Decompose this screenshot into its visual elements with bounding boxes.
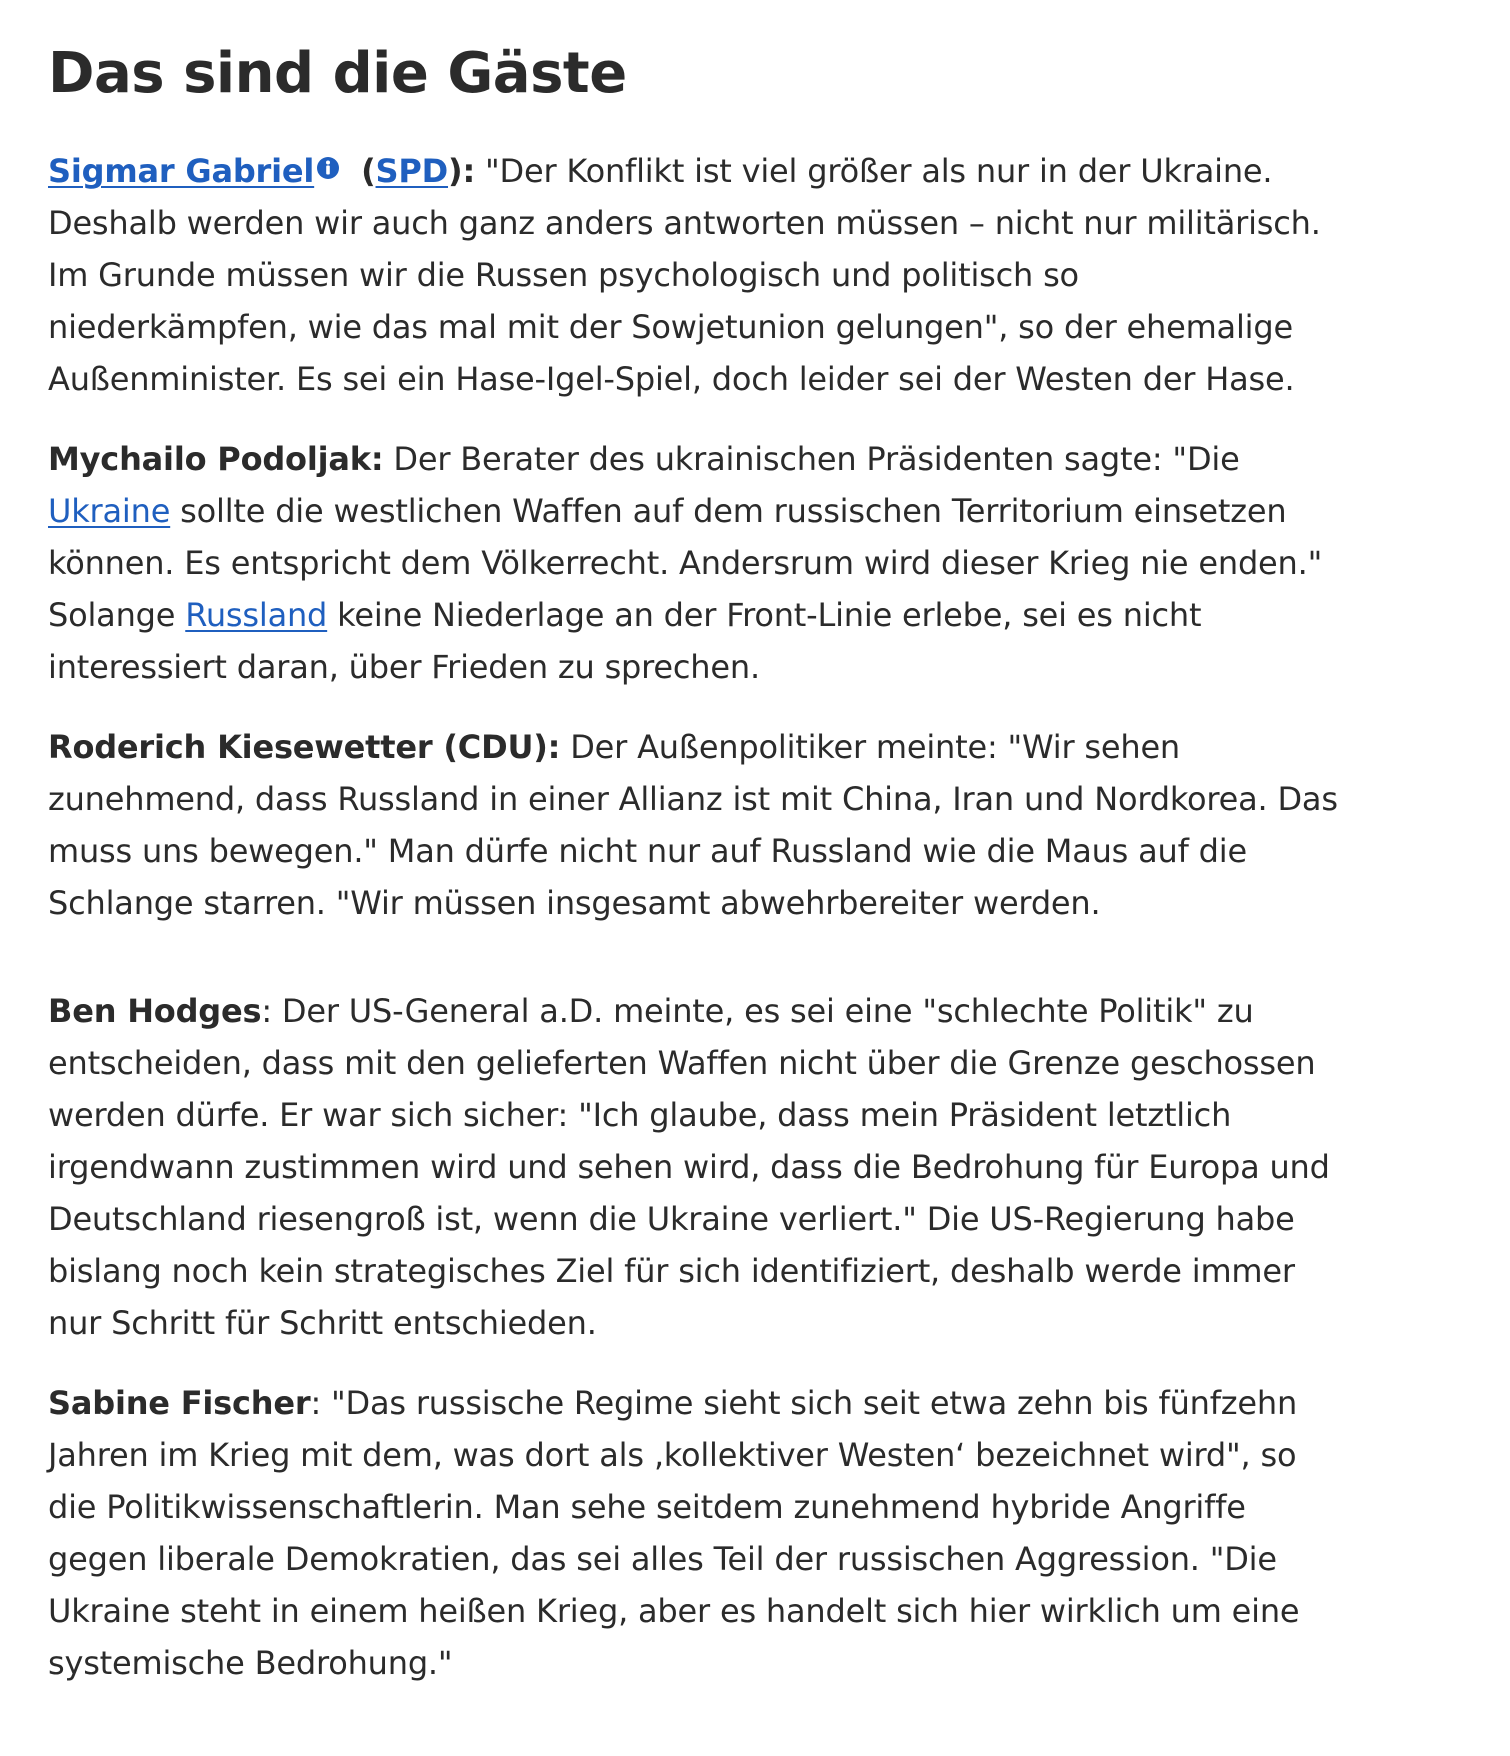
guest-name-link-gabriel[interactable]: Sigmar Gabriel <box>48 152 315 191</box>
guest-statement: "Der Konflikt ist viel größer als nur in der Ukraine. Deshalb werden wir auch ganz anders antworten müssen – nicht nur militärisch. Im Grunde müssen wir die Russen psychologisch und politisch so niederkämpfen, wie das mal mit der Sowjetunion gelungen", so der ehemalige Außenminister. Es sei ein Hase-Igel-Spiel, doch leider sei der Westen der Hase. <box>48 152 1321 399</box>
ukraine-link[interactable]: Ukraine <box>48 492 171 531</box>
guest-statement: : "Das russische Regime sieht sich seit etwa zehn bis fünfzehn Jahren im Krieg mit dem, was dort als ‚kollektiver Westen‘ bezeichnet wird", so die Politikwissenschaftlerin. Man sehe seitdem zunehmend hybride Angriffe gegen liberale Demokratien, das sei alles Teil der russischen Aggression. "Die Ukraine steht in einem heißen Krieg, aber es handelt sich hier wirklich um eine systemische Bedrohung." <box>48 1384 1300 1683</box>
info-icon[interactable] <box>316 143 340 167</box>
guest-statement-part: Der Berater des ukrainischen Präsidenten sagte: "Die <box>383 440 1240 479</box>
party-open: ( <box>350 152 376 191</box>
section-heading: Das sind die Gäste <box>48 41 627 106</box>
guest-entry-podoljak <box>48 433 1338 693</box>
guest-statement-part: keine Niederlage an der Front-Linie erlebe, sei es nicht interessiert daran, über Frieden zu sprechen. <box>48 596 1202 687</box>
guest-entry-kiesewetter <box>48 721 1338 929</box>
party-close: ): <box>448 152 476 191</box>
guest-name: Ben Hodges <box>48 992 262 1031</box>
guest-statement: Der Außenpolitiker meinte: "Wir sehen zunehmend, dass Russland in einer Allianz ist mit China, Iran und Nordkorea. Das muss uns bewegen." Man dürfe nicht nur auf Russland wie die Maus auf die Schlange starren. "Wir müssen insgesamt abwehrbereiter werden. <box>48 728 1338 923</box>
guest-statement: : Der US-General a.D. meinte, es sei eine "schlechte Politik" zu entscheiden, dass mit den gelieferten Waffen nicht über die Grenze geschossen werden dürfe. Er war sich sicher: "Ich glaube, dass mein Präsident letztlich irgendwann zustimmen wird und sehen wird, dass die Bedrohung für Europa und Deutschland riesengroß ist, wenn die Ukraine verliert." Die US-Regierung habe bislang noch kein strategisches Ziel für sich identifiziert, deshalb werde immer nur Schritt für Schritt entschieden. <box>48 992 1330 1343</box>
russland-link[interactable]: Russland <box>185 596 328 635</box>
guest-entry-gabriel <box>48 143 1338 405</box>
guest-statement-part: sollte die westlichen Waffen auf dem russischen Territorium einsetzen können. Es entspricht dem Völkerrecht. Andersrum wird dieser Krieg nie enden." Solange <box>48 492 1323 635</box>
party-link-spd[interactable]: SPD <box>375 152 449 191</box>
guest-entry-fischer <box>48 1377 1338 1689</box>
guest-name: Roderich Kiesewetter (CDU): <box>48 728 561 767</box>
guest-name: Mychailo Podoljak: <box>48 440 384 479</box>
guest-entry-hodges <box>48 985 1338 1349</box>
guest-name: Sabine Fischer <box>48 1384 311 1423</box>
